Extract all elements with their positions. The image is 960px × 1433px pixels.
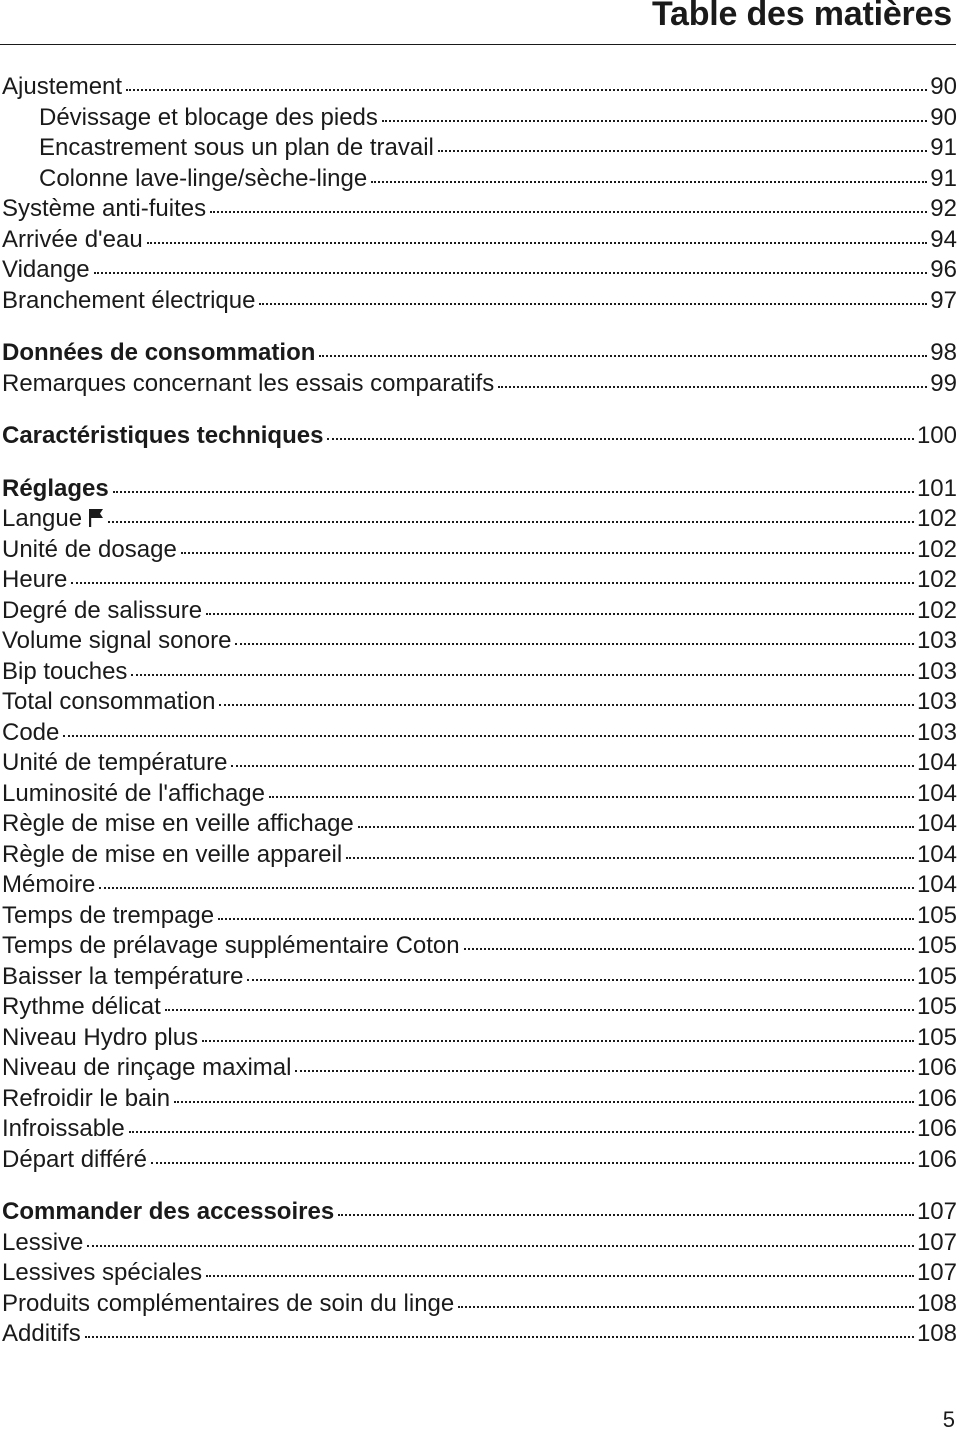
dot-leader <box>87 1245 914 1247</box>
toc-entry-title: Infroissable <box>2 1115 125 1142</box>
toc-entry-page: 96 <box>930 256 957 283</box>
toc-entry-page: 105 <box>916 932 957 959</box>
dot-leader <box>235 643 913 645</box>
dot-leader <box>174 1101 914 1103</box>
toc-entry-title: Départ différé <box>2 1145 147 1173</box>
toc-entry-page: 104 <box>916 810 957 837</box>
toc-entry-page: 102 <box>916 505 957 532</box>
toc-entry[interactable] <box>2 1289 957 1320</box>
toc-entry-title: Lessive <box>2 1228 84 1256</box>
toc-entry[interactable] <box>2 626 957 657</box>
toc-entry-title: Degré de salissure <box>2 596 203 624</box>
dot-leader <box>165 1009 914 1011</box>
toc-entry-page: 103 <box>916 688 957 715</box>
toc-entry-title: Bip touches <box>2 657 128 685</box>
dot-leader <box>247 979 914 981</box>
toc-entry-page: 101 <box>916 474 957 502</box>
toc-entry-title: Temps de prélavage supplémentaire Coton <box>2 932 460 959</box>
toc-entry-label <box>2 338 315 369</box>
toc-entry-page: 94 <box>930 225 957 253</box>
toc-entry-page: 105 <box>916 1023 957 1051</box>
toc-entry-page: 100 <box>916 422 957 449</box>
toc-entry[interactable] <box>2 103 957 134</box>
dot-leader <box>71 582 914 584</box>
toc-entry-label <box>2 779 265 810</box>
toc-entry-label <box>2 1228 83 1259</box>
toc-entry[interactable] <box>2 657 957 688</box>
dot-leader <box>206 613 914 615</box>
toc-entry-title: Luminosité de l'affichage <box>2 779 265 807</box>
dot-leader <box>295 1070 913 1072</box>
toc-entry-title: Système anti-fuites <box>2 195 207 222</box>
toc-entry-label <box>2 840 342 871</box>
toc-entry-page: 103 <box>916 627 957 654</box>
toc-entry[interactable] <box>2 840 957 871</box>
dot-leader <box>382 120 927 122</box>
toc-entry-label <box>2 286 255 317</box>
page-title: Table des matières <box>651 0 952 33</box>
toc-entry-page: 103 <box>916 657 957 685</box>
toc-entry[interactable] <box>2 535 957 566</box>
dot-leader <box>438 150 927 152</box>
toc-entry-label <box>2 809 354 840</box>
toc-entry-label <box>2 369 494 400</box>
dot-leader <box>206 1275 914 1277</box>
toc-entry-label <box>2 657 127 688</box>
toc-entry[interactable] <box>2 369 957 400</box>
toc-entry-label <box>2 535 177 566</box>
toc-entry-label <box>2 1053 291 1084</box>
toc-entry-label <box>2 687 215 718</box>
toc-entry-page: 105 <box>916 901 957 929</box>
toc-entry[interactable] <box>2 164 957 195</box>
toc-entry[interactable] <box>2 901 957 932</box>
toc-entry-title: Dévissage et blocage des pieds <box>39 103 378 131</box>
toc-entry-page: 106 <box>916 1084 957 1112</box>
toc-entry-label <box>2 1114 125 1145</box>
toc-entry-label <box>2 72 122 103</box>
toc-entry-title: Branchement électrique <box>2 286 256 314</box>
dot-leader <box>181 552 914 554</box>
toc-entry-label <box>2 931 460 962</box>
toc-entry-title: Réglages <box>2 474 109 502</box>
toc-entry-label <box>2 748 227 779</box>
toc-entry[interactable] <box>2 809 957 840</box>
toc-entry-label <box>2 596 202 627</box>
toc-entry-page: 102 <box>916 535 957 563</box>
toc-entry-page: 98 <box>930 339 957 366</box>
toc-entry-page: 91 <box>930 164 957 192</box>
toc-entry-title: Langue <box>2 505 83 532</box>
toc-entry[interactable] <box>2 779 957 810</box>
dot-leader <box>346 857 914 859</box>
dot-leader <box>113 491 914 493</box>
toc-entry[interactable] <box>2 870 957 901</box>
toc-entry-page: 103 <box>916 718 957 746</box>
dot-leader <box>231 765 913 767</box>
toc-entry-title: Mémoire <box>2 871 96 898</box>
toc-entry-page: 102 <box>916 596 957 624</box>
toc-entry[interactable] <box>2 1084 957 1115</box>
toc-entry-label <box>2 1289 454 1320</box>
toc-entry-page: 106 <box>916 1054 957 1081</box>
toc-entry[interactable] <box>2 1114 957 1145</box>
dot-leader <box>129 1131 914 1133</box>
toc-entry-label <box>2 962 243 993</box>
toc-entry-title: Total consommation <box>2 688 216 715</box>
dot-leader <box>269 796 914 798</box>
toc-entry-title: Niveau de rinçage maximal <box>2 1054 292 1081</box>
toc-entry[interactable] <box>2 194 957 225</box>
toc-entry-label <box>2 164 367 195</box>
toc-entry-title: Unité de dosage <box>2 535 177 563</box>
toc-entry-page: 107 <box>916 1228 957 1256</box>
toc-entry-page: 105 <box>916 993 957 1020</box>
dot-leader <box>498 386 927 388</box>
toc-entry-label <box>2 103 378 134</box>
toc-entry-title: Commander des accessoires <box>2 1198 335 1225</box>
toc-entry-label <box>2 1145 147 1176</box>
toc-entry-title: Règle de mise en veille appareil <box>2 840 343 868</box>
toc-entry[interactable] <box>2 1023 957 1054</box>
dot-leader <box>218 918 914 920</box>
toc-entry[interactable] <box>2 565 957 596</box>
toc-entry-title: Encastrement sous un plan de travail <box>39 134 434 161</box>
toc-entry-page: 92 <box>930 195 957 222</box>
dot-leader <box>210 211 927 213</box>
dot-leader <box>338 1214 914 1216</box>
dot-leader <box>327 438 914 440</box>
toc-entry[interactable] <box>2 504 957 535</box>
toc-entry-page: 104 <box>916 871 957 898</box>
toc-entry-page: 99 <box>930 369 957 397</box>
toc-entry[interactable] <box>2 992 957 1023</box>
page-number: 5 <box>942 1407 955 1432</box>
toc-entry-label <box>2 1084 170 1115</box>
toc-entry-page: 105 <box>916 962 957 990</box>
dot-leader <box>94 272 928 274</box>
dot-leader <box>319 355 927 357</box>
toc-entry-label <box>2 1023 198 1054</box>
dot-leader <box>259 303 927 305</box>
toc-entry[interactable] <box>2 1319 957 1350</box>
toc-entry-title: Lessives spéciales <box>2 1259 203 1286</box>
dot-leader <box>371 181 927 183</box>
toc-entry[interactable] <box>2 1228 957 1259</box>
toc-entry-label <box>2 194 206 225</box>
toc-entry-label <box>2 870 95 901</box>
toc-entry-page: 90 <box>930 103 957 131</box>
toc-entry[interactable] <box>2 1258 957 1289</box>
toc-entry[interactable] <box>2 748 957 779</box>
dot-leader <box>99 887 914 889</box>
toc-entry[interactable] <box>2 1145 957 1176</box>
toc-entry-page: 91 <box>930 134 957 161</box>
dot-leader <box>202 1040 914 1042</box>
toc-entry[interactable] <box>2 286 957 317</box>
dot-leader <box>358 826 914 828</box>
toc-entry[interactable] <box>2 338 957 369</box>
toc-entry-title: Produits complémentaires de soin du linge <box>2 1289 455 1317</box>
toc-entry-label <box>2 626 231 657</box>
dot-leader <box>151 1162 914 1164</box>
toc-entry[interactable] <box>2 687 957 718</box>
toc-entry-label <box>2 718 59 749</box>
toc-entry-title: Caractéristiques techniques <box>2 422 324 449</box>
toc-entry-title: Données de consommation <box>2 339 316 366</box>
dot-leader <box>63 735 914 737</box>
toc-entry-label <box>2 421 323 452</box>
toc-entry[interactable] <box>2 596 957 627</box>
toc-entry-label <box>2 133 434 164</box>
dot-leader <box>458 1306 914 1308</box>
toc-entry[interactable] <box>2 474 957 505</box>
toc-entry[interactable] <box>2 1197 957 1228</box>
toc-entry-page: 108 <box>916 1320 957 1347</box>
dot-leader <box>464 948 914 950</box>
dot-leader <box>131 674 914 676</box>
toc-entry-title: Ajustement <box>2 73 123 100</box>
toc-entry-title: Remarques concernant les essais comparatifs <box>2 369 495 397</box>
toc-entry-title: Additifs <box>2 1320 81 1347</box>
dot-leader <box>85 1336 914 1338</box>
toc-entry-page: 90 <box>930 73 957 100</box>
toc-entry-page: 104 <box>916 840 957 868</box>
toc-entry-page: 102 <box>916 566 957 593</box>
table-of-contents <box>2 72 957 1350</box>
toc-entry-page: 108 <box>916 1289 957 1317</box>
toc-entry-title: Règle de mise en veille affichage <box>2 810 354 837</box>
toc-entry-title: Unité de température <box>2 749 228 776</box>
toc-entry-title: Vidange <box>2 256 90 283</box>
toc-entry[interactable] <box>2 962 957 993</box>
toc-entry-page: 104 <box>916 749 957 776</box>
flag-icon <box>88 508 104 528</box>
toc-entry-title: Volume signal sonore <box>2 627 232 654</box>
toc-entry-title: Heure <box>2 566 68 593</box>
toc-entry[interactable] <box>2 133 957 164</box>
page-header <box>0 0 956 45</box>
dot-leader <box>108 521 914 523</box>
dot-leader <box>219 704 914 706</box>
toc-entry-label <box>2 504 104 535</box>
dot-leader <box>126 89 927 91</box>
toc-entry-page: 106 <box>916 1115 957 1142</box>
toc-entry[interactable] <box>2 718 957 749</box>
toc-entry[interactable] <box>2 1053 957 1084</box>
dot-leader <box>147 242 928 244</box>
toc-entry-title: Niveau Hydro plus <box>2 1023 199 1051</box>
toc-entry-label <box>2 1319 81 1350</box>
toc-entry[interactable] <box>2 931 957 962</box>
toc-entry-label <box>2 1258 202 1289</box>
toc-entry-label <box>2 474 109 505</box>
toc-entry[interactable] <box>2 72 957 103</box>
toc-entry-title: Code <box>2 718 60 746</box>
toc-entry-label <box>2 1197 334 1228</box>
toc-entry-label <box>2 901 214 932</box>
toc-entry[interactable] <box>2 255 957 286</box>
toc-entry-title: Arrivée d'eau <box>2 225 143 253</box>
toc-entry-title: Baisser la température <box>2 962 244 990</box>
toc-entry[interactable] <box>2 225 957 256</box>
toc-entry-title: Rythme délicat <box>2 993 161 1020</box>
toc-entry-label <box>2 255 90 286</box>
toc-entry-page: 97 <box>930 286 957 314</box>
toc-entry-title: Temps de trempage <box>2 901 215 929</box>
toc-entry-title: Refroidir le bain <box>2 1084 171 1112</box>
toc-entry-page: 107 <box>916 1198 957 1225</box>
toc-entry-title: Colonne lave-linge/sèche-linge <box>39 164 368 192</box>
toc-entry-label <box>2 992 161 1023</box>
toc-entry-page: 107 <box>916 1259 957 1286</box>
toc-entry[interactable] <box>2 421 957 452</box>
toc-entry-label <box>2 225 143 256</box>
toc-entry-page: 106 <box>916 1145 957 1173</box>
toc-entry-label <box>2 565 67 596</box>
toc-entry-page: 104 <box>916 779 957 807</box>
